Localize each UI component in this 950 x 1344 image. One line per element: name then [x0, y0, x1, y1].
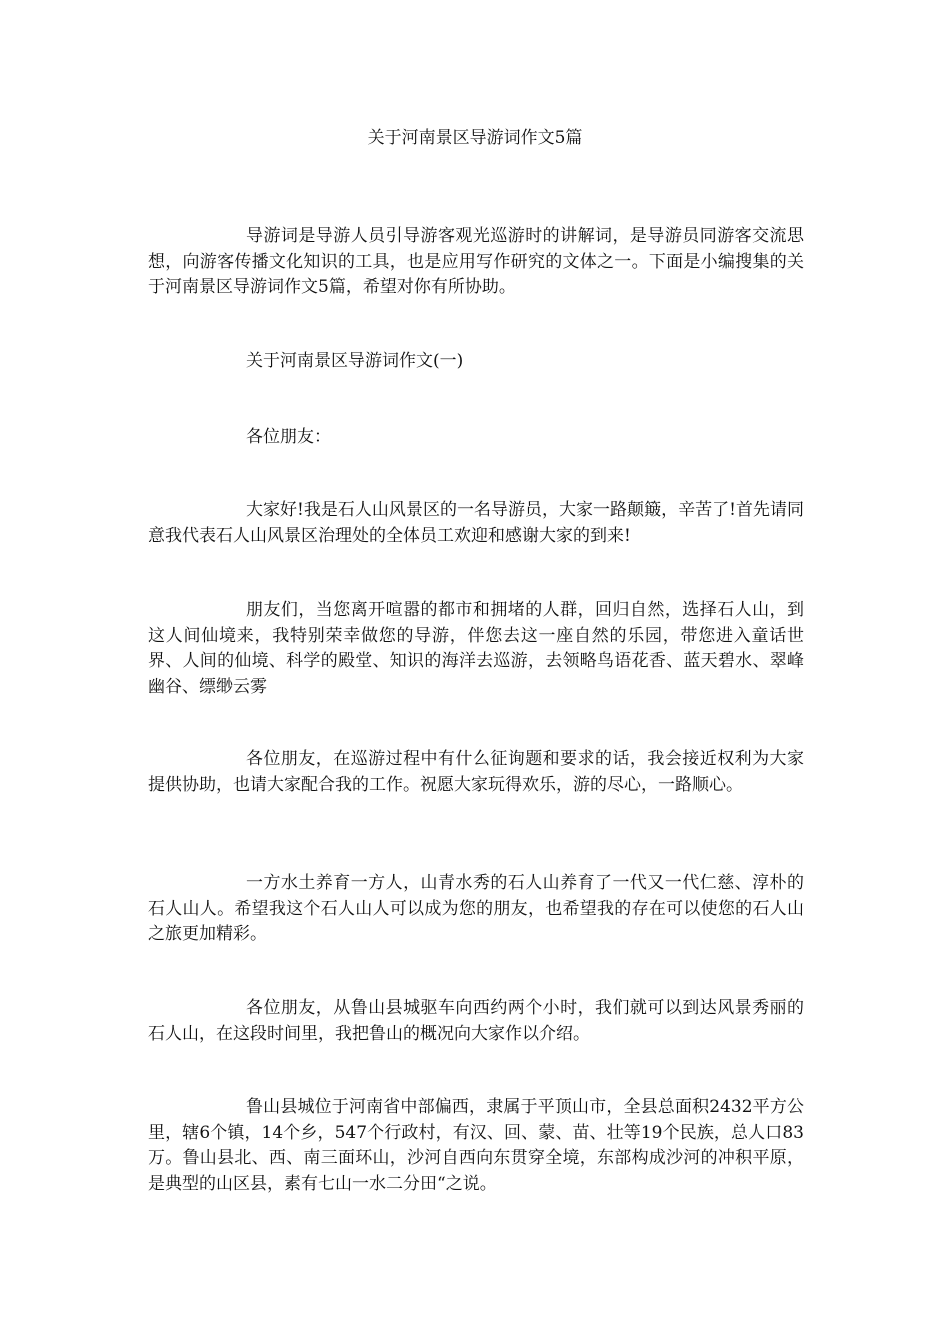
body-paragraph: 朋友们，当您离开喧嚣的都市和拥堵的人群，回归自然，选择石人山，到这人间仙境来，我特别荣幸做您的导游，伴您去这一座自然的乐园，带您进入童话世界、人间的仙境、科学的殿堂、知识的海洋去巡游，去领略鸟语花香、蓝天碧水、翠峰幽谷、缥缈云雾 — [148, 600, 804, 697]
body-paragraph: 鲁山县城位于河南省中部偏西，隶属于平顶山市，全县总面积2432平方公里，辖6个镇，14个乡，547个行政村，有汉、回、蒙、苗、壮等19个民族，总人口83万。鲁山县北、西、南三面环山，沙河自西向东贯穿全境，东部构成沙河的冲积平原，是典型的山区县，素有七山一水二分田“之说。 — [148, 1097, 804, 1194]
body-paragraph: 一方水土养育一方人，山青水秀的石人山养育了一代又一代仁慈、淳朴的石人山人。希望我这个石人山人可以成为您的朋友，也希望我的存在可以使您的石人山之旅更加精彩。 — [148, 873, 804, 944]
body-paragraph: 各位朋友，在巡游过程中有什么征询题和要求的话，我会接近权利为大家提供协助，也请大家配合我的工作。祝愿大家玩得欢乐，游的尽心，一路顺心。 — [148, 749, 804, 795]
body-paragraph: 各位朋友，从鲁山县城驱车向西约两个小时，我们就可以到达风景秀丽的石人山，在这段时间里，我把鲁山的概况向大家作以介绍。 — [148, 998, 804, 1044]
document-title: 关于河南景区导游词作文5篇 — [367, 128, 583, 148]
welcome-paragraph: 大家好!我是石人山风景区的一名导游员，大家一路颠簸，辛苦了!首先请同意我代表石人山风景区治理处的全体员工欢迎和感谢大家的到来! — [148, 500, 804, 546]
greeting-paragraph: 各位朋友： — [246, 427, 331, 447]
intro-paragraph: 导游词是导游人员引导游客观光巡游时的讲解词，是导游员同游客交流思想，向游客传播文化知识的工具，也是应用写作研究的文体之一。下面是小编搜集的关于河南景区导游词作文5篇，希望对你有所协助。 — [148, 226, 804, 297]
section-heading: 关于河南景区导游词作文(一) — [246, 351, 464, 371]
